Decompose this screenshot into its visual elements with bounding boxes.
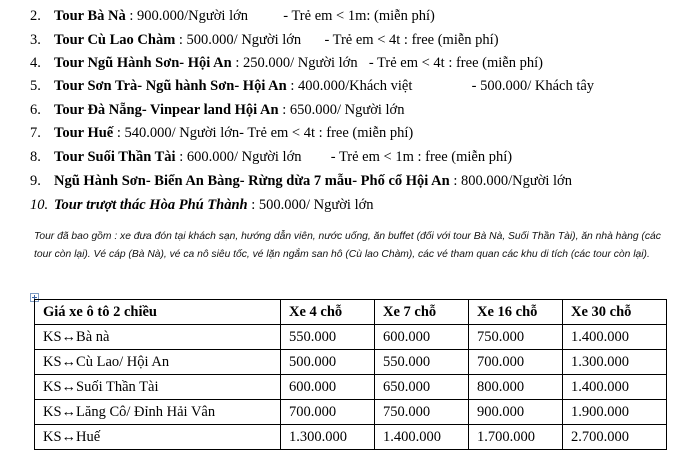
table-cell: 500.000 [281,350,375,375]
tour-extra: - Trẻ em < 1m : free (miễn phí) [330,149,513,165]
tour-name: Tour Huế [54,125,114,141]
table-cell: 1.400.000 [563,325,667,350]
tour-name: Ngũ Hành Sơn- Biển An Bàng- Rừng dừa 7 mẫu- Phố cổ Hội An [54,173,450,189]
table-cell: 600.000 [281,375,375,400]
tour-price: : 400.000/Khách việt [290,78,413,94]
tour-number: 4. [30,55,41,71]
table-cell: 750.000 [375,400,469,425]
tour-number: 3. [30,32,41,48]
tour-extra: - Trẻ em < 4t : free (miễn phí) [324,32,499,48]
tour-number: 5. [30,78,41,94]
table-cell: 650.000 [375,375,469,400]
table-header-cell: Xe 7 chỗ [375,300,469,325]
table-cell: 550.000 [281,325,375,350]
tour-name: Tour Ngũ Hành Sơn- Hội An [54,55,232,71]
table-header-row [35,300,667,325]
table-cell: 1.700.000 [469,425,563,450]
tour-price: : 540.000/ Người lớn- Trẻ em < 4t : free (miễn phí) [116,125,414,141]
table-cell: 1.900.000 [563,400,667,425]
tour-number: 8. [30,149,41,165]
tour-extra: - Trẻ em < 1m: (miễn phí) [283,8,435,24]
table-cell: 1.400.000 [375,425,469,450]
table-header-cell: Giá xe ô tô 2 chiều [35,300,281,325]
table-header-cell: Xe 4 chỗ [281,300,375,325]
table-row [35,325,667,350]
tour-name: Tour Suối Thần Tài [54,149,176,165]
tour-number: 6. [30,102,41,118]
table-row [35,350,667,375]
tour-price: : 900.000/Người lớn [129,8,249,24]
table-cell: 750.000 [469,325,563,350]
table-row [35,425,667,450]
table-header-cell: Xe 30 chỗ [563,300,667,325]
tour-name: Tour Đà Nẵng- Vinpear land Hội An [54,102,279,118]
tour-price: : 500.000/ Người lớn [178,32,302,48]
table-cell: KS↔Suối Thần Tài [35,375,281,400]
tour-price: : 600.000/ Người lớn [179,149,302,165]
table-cell: 600.000 [375,325,469,350]
tour-price: : 800.000/Người lớn [453,173,572,189]
tour-name: Tour trượt thác Hòa Phú Thành [54,197,248,213]
table-cell: 550.000 [375,350,469,375]
tour-number: 9. [30,173,41,189]
tour-number: 10. [30,197,49,213]
table-cell: 1.300.000 [281,425,375,450]
tour-number: 7. [30,125,41,141]
table-row [35,400,667,425]
car-price-table [34,299,667,450]
table-cell: 900.000 [469,400,563,425]
tour-extra: - 500.000/ Khách tây [471,78,595,94]
tour-name: Tour Sơn Trà- Ngũ hành Sơn- Hội An [54,78,287,94]
tour-inclusion-note: Tour đã bao gồm : xe đưa đón tại khách sạn, hướng dẫn viên, nước uống, ăn buffet (đối với tour Bà Nà, Suối Thần Tài), ăn nhà hàng (các tour còn lại). Vé cáp (Bà Nà), vé ca nô siêu tốc, vé lặn ngắm san hô (Cù lao Chàm), các vé tham quan các khu di tích (các tour còn lại). [34,231,661,260]
table-cell: 700.000 [281,400,375,425]
table-row [35,375,667,400]
table-cell: 800.000 [469,375,563,400]
tour-number: 2. [30,8,41,24]
table-header-cell: Xe 16 chỗ [469,300,563,325]
table-cell: 1.300.000 [563,350,667,375]
table-cell: 700.000 [469,350,563,375]
table-cell: KS↔Huế [35,425,281,450]
tour-name: Tour Cù Lao Chàm [54,32,176,48]
tour-name: Tour Bà Nà [54,8,126,24]
table-cell: KS↔Cù Lao/ Hội An [35,350,281,375]
tour-extra: - Trẻ em < 4t : free (miễn phí) [368,55,543,71]
tour-price: : 650.000/ Người lớn [282,102,405,118]
tour-price: : 500.000/ Người lớn [251,197,374,213]
table-cell: KS↔Lăng Cô/ Đỉnh Hải Vân [35,400,281,425]
table-cell: KS↔Bà nà [35,325,281,350]
tour-price: : 250.000/ Người lớn [235,55,358,71]
table-cell: 1.400.000 [563,375,667,400]
table-cell: 2.700.000 [563,425,667,450]
